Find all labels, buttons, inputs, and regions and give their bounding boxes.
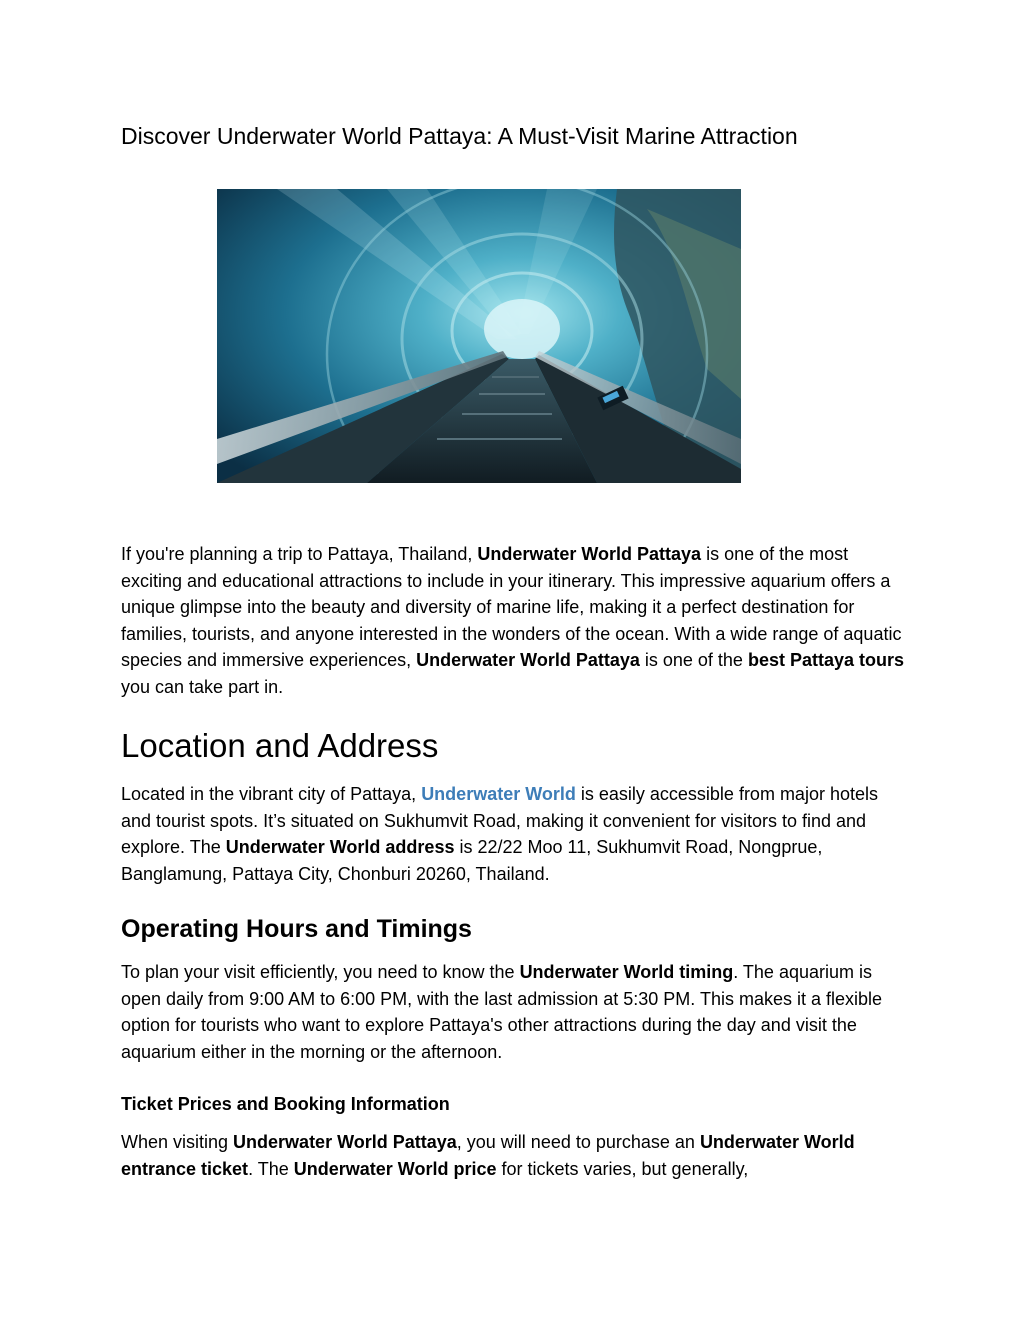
aquarium-tunnel-image bbox=[217, 189, 741, 483]
tickets-text-4: for tickets varies, but generally, bbox=[496, 1158, 749, 1179]
hours-heading: Operating Hours and Timings bbox=[121, 915, 472, 943]
tickets-heading: Ticket Prices and Booking Information bbox=[121, 1094, 450, 1114]
tickets-text-3: . The bbox=[248, 1158, 294, 1179]
hours-text-1: To plan your visit efficiently, you need to know the bbox=[121, 962, 520, 982]
location-heading: Location and Address bbox=[121, 727, 439, 764]
intro-bold-3: best Pattaya tours bbox=[747, 650, 905, 670]
underwater-world-link[interactable]: Underwater World bbox=[421, 784, 576, 804]
intro-text-1: If you're planning a trip to Pattaya, Thailand, bbox=[121, 544, 478, 564]
hours-paragraph bbox=[121, 959, 911, 1065]
location-bold-1: Underwater World address bbox=[225, 837, 455, 857]
intro-text-3: is one of the bbox=[639, 650, 748, 670]
intro-text-4: you can take part in. bbox=[121, 676, 284, 697]
document-title: Discover Underwater World Pattaya: A Must-Visit Marine Attraction bbox=[121, 123, 798, 149]
location-paragraph bbox=[121, 781, 911, 887]
tickets-text-1: When visiting bbox=[121, 1132, 234, 1152]
tickets-bold-1: Underwater World Pattaya bbox=[233, 1132, 457, 1152]
intro-paragraph bbox=[121, 541, 911, 700]
location-text-1: Located in the vibrant city of Pattaya, bbox=[121, 784, 422, 804]
tickets-bold-2: Underwater World entrance ticket bbox=[121, 1132, 855, 1179]
hours-bold-1: Underwater World timing bbox=[519, 962, 734, 982]
hours-text-2: . The aquarium is open daily from 9:00 AM to 6:00 PM, with the last admission at 5:30 PM. This makes it a flexible option for tourists who want to explore Pattaya's other attractions during the day and visit the aquarium either in the morning or the afternoon. bbox=[121, 962, 883, 1062]
intro-text-2: is one of the most exciting and educational attractions to include in your itinerary. This impressive aquarium offers a unique glimpse into the beauty and diversity of marine life, making it a perfect destination for families, tourists, and anyone interested in the wonders of the ocean. With a wide range of aquatic species and immersive experiences, bbox=[121, 544, 902, 670]
intro-bold-1: Underwater World Pattaya bbox=[477, 544, 702, 564]
intro-bold-2: Underwater World Pattaya bbox=[416, 650, 640, 670]
tickets-paragraph bbox=[121, 1129, 911, 1182]
location-text-3: is 22/22 Moo 11, Sukhumvit Road, Nongprue, Banglamung, Pattaya City, Chonburi 20260, Thailand. bbox=[121, 837, 823, 884]
location-text-2: is easily accessible from major hotels and tourist spots. It’s situated on Sukhumvit Road, making it convenient for visitors to find and explore. The bbox=[121, 784, 878, 857]
tickets-bold-3: Underwater World price bbox=[293, 1158, 497, 1179]
tickets-text-2: , you will need to purchase an bbox=[456, 1132, 700, 1152]
